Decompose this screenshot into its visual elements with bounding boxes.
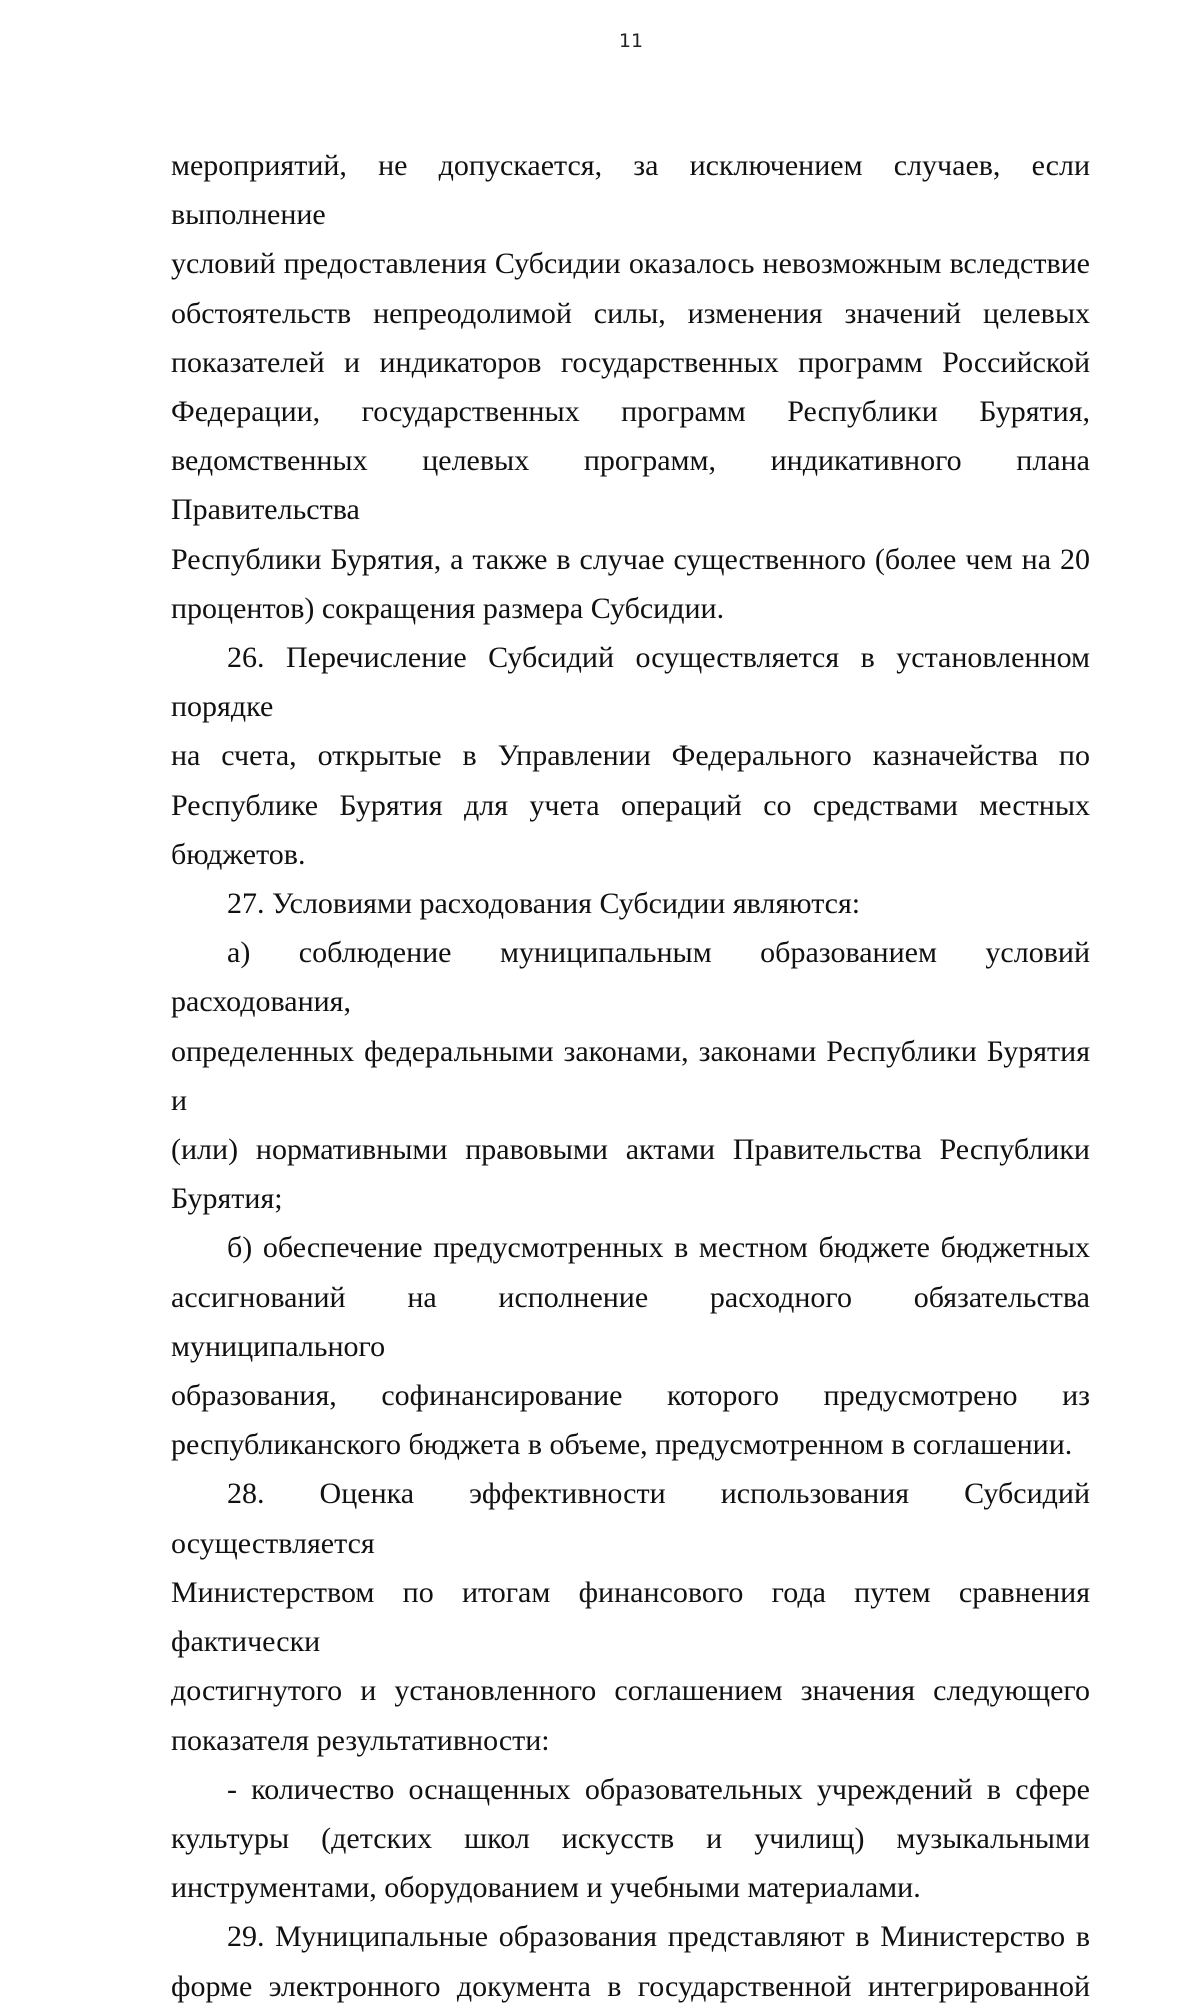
paragraph-27 (171, 879, 1090, 928)
list-item-b (171, 1223, 1090, 1469)
text-line: а) соблюдение муниципальным образованием условий расходования, (171, 936, 1090, 1019)
text-line: достигнутого и установленного соглашением значения следующего (171, 1674, 1090, 1708)
text-line: определенных федеральными законами, законами Республики Бурятия и (171, 1034, 1090, 1117)
text-line: на счета, открытые в Управлении Федерального казначейства по (171, 739, 1090, 773)
page-number: 11 (618, 30, 644, 52)
text-line: ведомственных целевых программ, индикативного плана Правительства (171, 444, 1090, 527)
text-line: инструментами, оборудованием и учебными материалами. (171, 1871, 921, 1905)
list-item-a (171, 928, 1090, 1223)
paragraph-29 (171, 1912, 1090, 2010)
paragraph-26 (171, 633, 1090, 879)
document-body (171, 141, 1090, 2011)
text-line: республиканского бюджета в объеме, предусмотренном в соглашении. (171, 1428, 1073, 1462)
text-line: мероприятий, не допускается, за исключением случаев, если выполнение (171, 149, 1090, 232)
text-line: форме электронного документа в государственной интегрированной (171, 1969, 1090, 2003)
text-line: показателя результативности: (171, 1723, 550, 1757)
text-line: образования, софинансирование которого предусмотрено из (171, 1379, 1090, 1413)
text-line: Бурятия; (171, 1182, 283, 1216)
paragraph-continuation (171, 141, 1090, 633)
text-line: 27. Условиями расходования Субсидии являются: (227, 887, 861, 921)
text-line: 29. Муниципальные образования представляют в Министерство в (227, 1920, 1090, 1954)
text-line: б) обеспечение предусмотренных в местном бюджете бюджетных (227, 1231, 1090, 1265)
paragraph-28 (171, 1469, 1090, 1764)
text-line: процентов) сокращения размера Субсидии. (171, 591, 725, 625)
text-line: обстоятельств непреодолимой силы, изменения значений целевых (171, 296, 1090, 330)
text-line: - количество оснащенных образовательных учреждений в сфере (227, 1772, 1090, 1806)
text-line: культуры (детских школ искусств и училищ) музыкальными (171, 1821, 1090, 1855)
text-line: Министерством по итогам финансового года путем сравнения фактически (171, 1575, 1090, 1659)
list-item-dash (171, 1765, 1090, 1913)
text-line: ассигнований на исполнение расходного обязательства муниципального (171, 1280, 1090, 1363)
text-line: Федерации, государственных программ Республики Бурятия, (171, 395, 1090, 429)
text-line: Республики Бурятия, а также в случае существенного (более чем на 20 (171, 542, 1090, 576)
text-line: 28. Оценка эффективности использования Субсидий осуществляется (171, 1477, 1090, 1560)
text-line: условий предоставления Субсидии оказалось невозможным вследствие (171, 247, 1090, 281)
text-line: (или) нормативными правовыми актами Правительства Республики (171, 1133, 1090, 1167)
text-line: 26. Перечисление Субсидий осуществляется в установленном порядке (171, 641, 1090, 724)
text-line: Республике Бурятия для учета операций со средствами местных бюджетов. (171, 788, 1090, 871)
text-line: показателей и индикаторов государственных программ Российской (171, 345, 1090, 379)
